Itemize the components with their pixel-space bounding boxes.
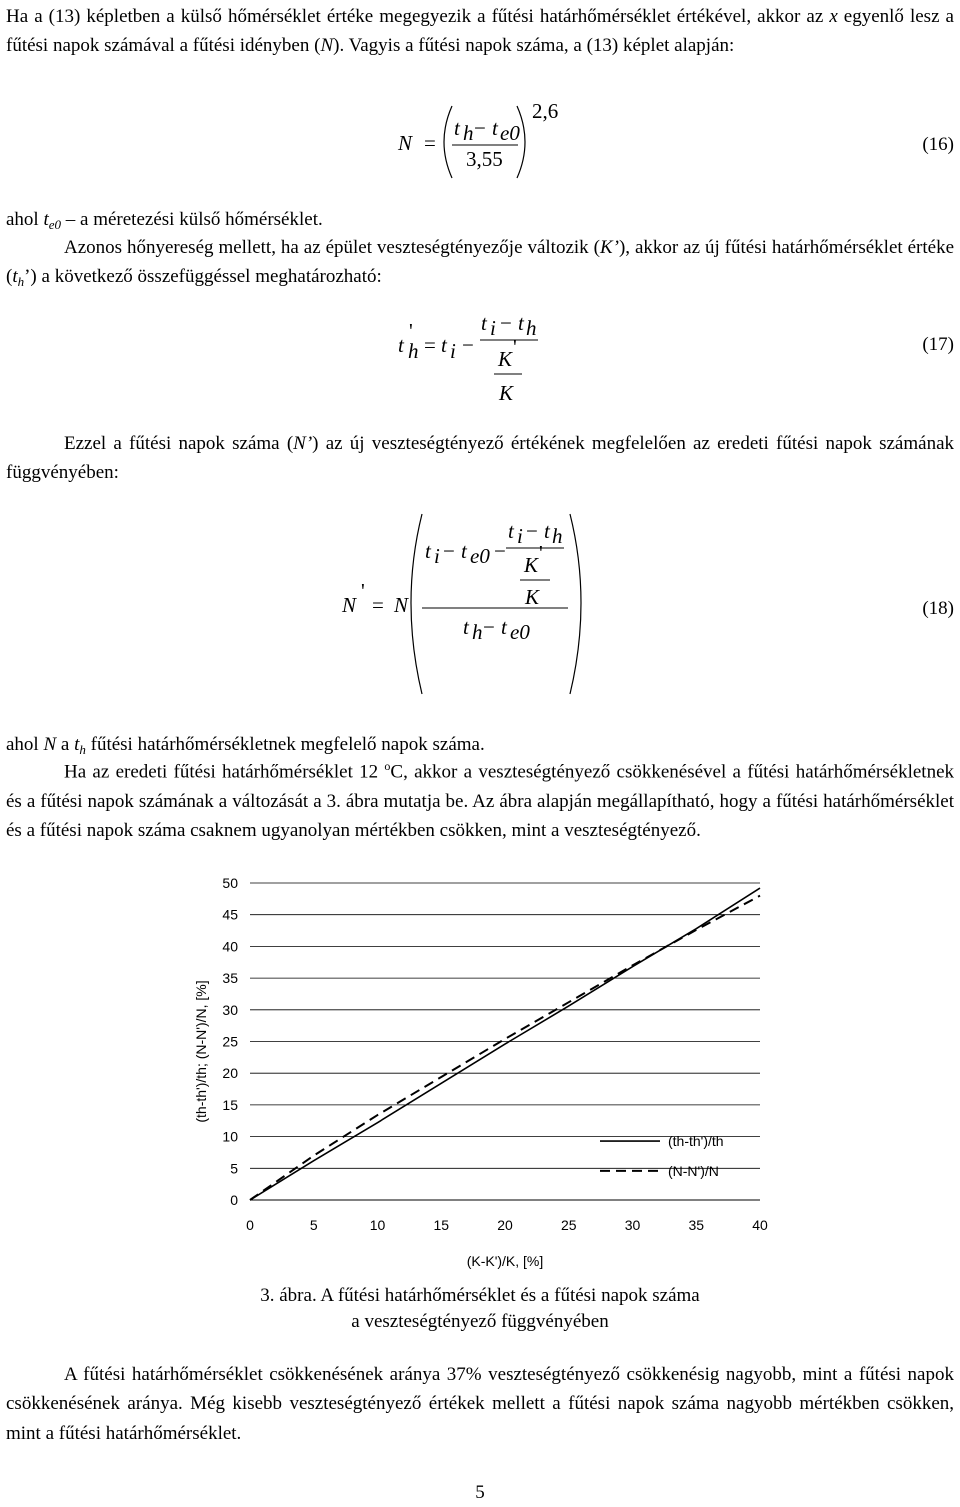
x-tick-label: 20 <box>497 1217 513 1233</box>
y-tick-label: 5 <box>230 1160 238 1177</box>
eq18-in-t2: t <box>544 519 550 543</box>
eq17-minus: − <box>462 333 474 357</box>
y-tick-label: 40 <box>222 938 238 955</box>
equation-16 <box>0 100 960 182</box>
right-paren <box>570 514 581 694</box>
y-tick-label: 35 <box>222 970 238 987</box>
paragraph-new-threshold <box>6 233 954 293</box>
text: Azonos hőnyereség mellett, ha az épület veszteségtényezője változik ( <box>64 237 600 258</box>
eq18-in-t1: t <box>508 519 514 543</box>
equation-18 <box>0 508 960 708</box>
eq18-s1: i <box>434 544 440 568</box>
text: ) az új veszteségtényező értékének megfelelően az eredeti fűtési napok számának függvényében: <box>6 433 955 484</box>
text: Ezzel a fűtési napok száma ( <box>64 433 294 454</box>
eq17-lhs-sub: h <box>408 339 419 363</box>
y-tick-label: 25 <box>222 1033 238 1050</box>
eq18-minus2: − <box>494 539 506 563</box>
paragraph-figure-description <box>6 757 954 846</box>
variable-K-prime: K’ <box>599 237 619 258</box>
x-tick-label: 5 <box>309 1217 318 1233</box>
eq16-sub2: e0 <box>500 121 520 145</box>
x-tick-label: 15 <box>433 1217 450 1233</box>
figure-3-chart <box>180 868 780 1278</box>
figure-caption-line1: 3. ábra. A fűtési határhőmérséklet és a fűtési napok száma <box>260 1285 700 1306</box>
eq17-rhs-sub: i <box>450 339 456 363</box>
equation-17-formula <box>0 310 960 410</box>
text: egyenlő lesz a fűtési napok számával a fűtési idényben ( <box>6 6 954 57</box>
subscript-e0: e0 <box>48 217 62 232</box>
equation-17 <box>0 310 960 410</box>
eq18-minus: − <box>443 539 455 563</box>
subscript-h: h <box>17 274 25 290</box>
x-tick-label: 10 <box>369 1217 386 1233</box>
eq18-t1: t <box>425 539 431 563</box>
equation-number-16: (16) <box>922 134 954 155</box>
eq16-denominator: 3,55 <box>466 147 503 171</box>
equation-number-17: (17) <box>922 334 954 355</box>
eq17-prime: ' <box>513 335 517 359</box>
series-line-1 <box>250 888 760 1200</box>
eq18-s2: e0 <box>470 544 490 568</box>
eq17-num-s1: i <box>490 316 496 340</box>
variable-t: t <box>43 209 49 230</box>
text: ’) a következő összefüggéssel meghatározható: <box>24 266 382 288</box>
eq16-minus: − <box>474 116 486 140</box>
y-tick-label: 0 <box>230 1192 238 1208</box>
variable-N: N <box>43 734 57 755</box>
eq16-exponent: 2,6 <box>532 100 559 123</box>
eq17-lhs-t: t <box>398 333 404 357</box>
eq16-t2: t <box>492 116 498 140</box>
intro-paragraph <box>6 2 954 61</box>
page-number: 5 <box>475 1482 485 1503</box>
y-tick-label: 20 <box>222 1065 238 1082</box>
definition-N <box>6 730 954 760</box>
equation-number-18: (18) <box>922 598 954 619</box>
x-axis-label: (K-K')/K, [%] <box>466 1253 544 1269</box>
eq18-den-t1: t <box>463 615 469 639</box>
eq17-rhs-t: t <box>441 333 447 357</box>
x-tick-label: 0 <box>246 1217 254 1233</box>
eq18-in-K: K <box>524 553 539 577</box>
eq17-equals: = <box>424 333 436 357</box>
text: ), akkor az új fűtési határhőmérséklet értéke ( <box>6 237 954 288</box>
paragraph-heating-days <box>6 429 954 488</box>
degree-sup: o <box>384 759 391 773</box>
line-chart <box>180 868 780 1278</box>
x-tick-label: 30 <box>624 1217 641 1233</box>
variable-x: x <box>829 6 838 27</box>
eq18-in-prime: ' <box>539 541 543 565</box>
eq17-K: K <box>499 381 514 405</box>
text: a <box>56 734 75 755</box>
variable-t: t <box>74 734 80 755</box>
series-line-2 <box>250 896 760 1200</box>
y-tick-label: 30 <box>222 1001 238 1018</box>
y-tick-label: 15 <box>222 1096 238 1113</box>
left-paren <box>411 514 422 694</box>
eq17-num-s2: h <box>526 316 537 340</box>
y-tick-label: 45 <box>222 906 238 923</box>
eq18-t2: t <box>461 539 467 563</box>
eq18-in-s1: i <box>517 524 523 548</box>
y-axis-label: (th-th')/th; (N-N')/N, [%] <box>193 980 209 1123</box>
text: ahol <box>6 209 44 230</box>
eq18-N: N <box>394 593 409 617</box>
eq18-in-minus: − <box>526 519 538 543</box>
eq18-lhs-prime: ' <box>361 579 365 603</box>
variable-N: N <box>320 35 334 57</box>
eq16-sub1: h <box>463 121 474 145</box>
variable-t: t <box>12 266 18 288</box>
subscript-h: h <box>79 742 86 757</box>
eq18-equals: = <box>372 593 384 617</box>
equation-16-formula <box>0 100 960 182</box>
equation-18-formula <box>0 508 960 708</box>
eq18-lhs: N <box>342 593 357 617</box>
figure-caption-line2: a veszteségtényező függvényében <box>351 1311 609 1332</box>
eq17-lhs-prime: ' <box>409 319 413 343</box>
left-paren <box>444 106 452 178</box>
legend-label: (th-th')/th <box>668 1133 724 1150</box>
y-tick-label: 10 <box>222 1128 238 1145</box>
eq17-K-prime: K <box>498 347 513 371</box>
x-tick-label: 35 <box>688 1217 705 1233</box>
eq18-den-s2: e0 <box>510 620 530 644</box>
eq18-den-s1: h <box>472 620 483 644</box>
text: – a méretezési külső hőmérséklet. <box>61 209 323 230</box>
eq18-den-t2: t <box>501 615 507 639</box>
legend-label: (N-N')/N <box>668 1162 719 1179</box>
eq18-in-s2: h <box>552 524 563 548</box>
eq17-num-t2: t <box>518 311 524 335</box>
eq16-equals: = <box>424 131 436 155</box>
text: ahol <box>6 734 44 755</box>
text: ). Vagyis a fűtési napok száma, a (13) képlet alapján: <box>333 35 735 57</box>
eq18-in-den-K: K <box>525 585 540 609</box>
definition-te0 <box>6 205 954 235</box>
eq16-lhs: N <box>398 131 413 155</box>
eq17-num-minus: − <box>500 311 512 335</box>
eq18-den-minus: − <box>483 615 495 639</box>
text: C, akkor a veszteségtényező csökkenésével a fűtési határhőmérsékletnek és a fűtési napok számának a változását a 3. ábra mutatja be. Az ábra alapján megállapítható, hogy a fűtési határhőmérséklet és a fűtési napok száma csaknem ugyanolyan mértékben csökken, mint a veszteségtényező. <box>6 761 954 842</box>
x-tick-label: 25 <box>560 1217 577 1233</box>
x-tick-label: 40 <box>752 1217 768 1233</box>
concluding-paragraph: A fűtési határhőmérséklet csökkenésének aránya 37% veszteségtényező csökkenésig nagyobb, mint a fűtési napok csökkenésének aránya. Még kisebb veszteségtényező értékek mellett a fűtési napok száma nagyobb mértékben csökken, mint a fűtési határhőmérséklet. <box>6 1364 954 1444</box>
text: Ha az eredeti fűtési határhőmérséklet 12 <box>64 761 385 783</box>
eq16-t1: t <box>454 116 460 140</box>
text: fűtési határhőmérsékletnek megfelelő napok száma. <box>85 734 485 755</box>
variable-N-prime: N’ <box>293 433 313 454</box>
eq17-num-t1: t <box>481 311 487 335</box>
y-tick-label: 50 <box>222 875 238 891</box>
text: Ha a (13) képletben a külső hőmérséklet értéke megegyezik a fűtési határhőmérséklet értékével, akkor az <box>6 6 830 27</box>
